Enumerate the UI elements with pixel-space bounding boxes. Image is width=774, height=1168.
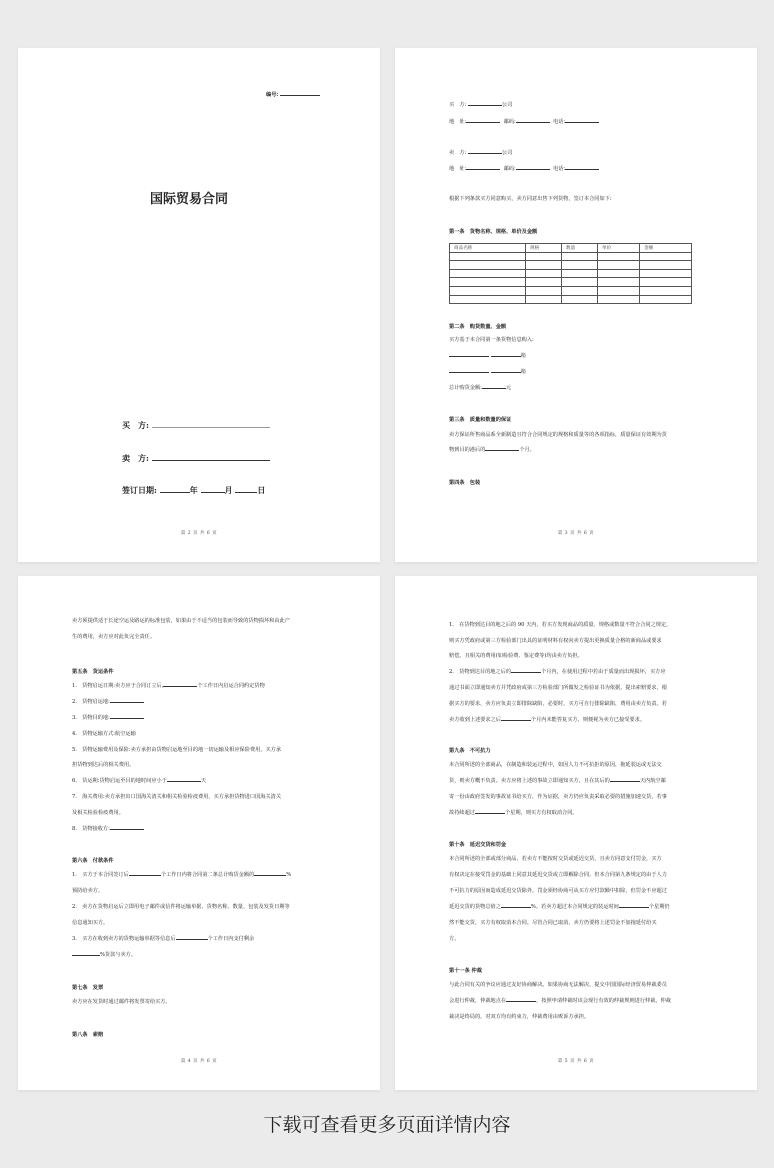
article-5-heading: 第五条 货运条件 [72, 669, 114, 675]
item-text: %货款与卖方。 [100, 952, 137, 958]
article-7-heading: 第七条 发票 [72, 985, 104, 991]
sign-date-label: 签订日期: [122, 485, 157, 495]
page-footer: 第 5 页 共 6 页 [557, 1059, 595, 1064]
download-caption: 下载可查看更多页面详情内容 [263, 1114, 511, 1136]
blank [619, 907, 649, 908]
table-row [450, 252, 692, 261]
arbitration-text [449, 998, 671, 1005]
seller-blank [468, 153, 502, 154]
text-part: 卖方收到上述要求之后 [449, 717, 501, 723]
table-row [450, 278, 692, 287]
text-part: 个星期，则买方有权取消合同。 [504, 810, 578, 816]
blank [475, 813, 505, 814]
delay-text: 方。 [449, 936, 460, 942]
delay-text: 然不能交货，买方有权取消本合同。尽管合同已取消，卖方仍要将上述罚金不加拖延付给买 [449, 920, 657, 926]
month-blank [201, 492, 225, 493]
seller-label: 卖 方: [122, 453, 149, 463]
seller-row [449, 150, 512, 157]
contract-number-blank [280, 95, 320, 96]
blank [129, 875, 161, 876]
item-text: 3. 货物目的地: [72, 715, 110, 721]
address-label: 地 址: [449, 166, 467, 172]
blank [511, 672, 541, 673]
force-majeure-text: 本合同所述的全部商品，在制造和装运过程中，如因人力不可抗拒的原因，拖延装运或无法交 [449, 762, 662, 768]
buyer-address-row [449, 119, 599, 126]
text-part: 会进行仲裁，仲裁地点在 [449, 998, 507, 1004]
item-text: 天 [200, 778, 207, 784]
buyer-signature-row [122, 420, 270, 431]
table-row [450, 295, 692, 304]
shipping-item [72, 699, 144, 706]
address-label: 地 址: [449, 119, 467, 125]
text-part: 个月内未能答复买方，则便视为卖方已接受要求。 [530, 717, 646, 723]
article-3-heading: 第三条 质量和数量的保证 [449, 417, 512, 423]
article-2-text: 买方基于本合同第一条货物信息购入: [449, 337, 534, 343]
month-label: 月 [224, 485, 233, 495]
table-header-cell: 数量 [562, 244, 598, 253]
payment-item-2: 2. 卖方在货物启运后立即用电子邮件或信件将运输单据、货物名称、数量、包装及发货日期等 [72, 904, 290, 910]
arbitration-text: 裁决是终局的，对双方均有约束力，仲裁费用由败诉方承担。 [449, 1014, 590, 1020]
shipping-item: 及相关检验检疫费用。 [72, 810, 124, 816]
payment-item-1 [72, 872, 291, 879]
item-text: 8. 货物接收方: [72, 826, 110, 832]
day-label: 日 [257, 485, 266, 495]
buyer-suffix: 公司 [501, 102, 513, 108]
item-text: 个工作日内启运合同约定货物 [197, 683, 265, 689]
blank [501, 907, 531, 908]
buyer-row [449, 102, 512, 109]
page-title: 国际贸易合同 [150, 192, 229, 207]
text-part: 物到目的港后的 [449, 447, 486, 453]
total-amount-row [449, 385, 511, 392]
total-unit: 元 [505, 385, 512, 391]
page-footer: 第 3 页 共 6 页 [557, 531, 595, 536]
table-row [450, 261, 692, 270]
total-blank [482, 388, 506, 389]
item-text: 个工作日内支付剩余 [207, 936, 255, 942]
delay-text: 有权决定在接受罚金的基础上同意其延迟交货或立即解除合同。但本合同第九条规定的由于人力 [449, 872, 667, 878]
packing-text-1: 卖方须提供适于长途空运及路运的标准包装，如果由于不适当的包装而导致的货物损坏和由此产 [72, 618, 290, 624]
contract-page-cover [18, 48, 380, 562]
article-3-text-1: 卖方保证所售商品系全新制造且符合合同规定的规格和质量等的各项指标，质量保证有效期为货 [449, 432, 667, 438]
blank [163, 686, 197, 687]
blank [506, 1001, 536, 1002]
blank [176, 939, 208, 940]
blank [72, 955, 100, 956]
article-10-heading: 第十条 延迟交货和罚金 [449, 842, 507, 848]
shipping-item: 4. 货物运输方式:航空运输 [72, 731, 136, 737]
contract-number-label: 编号: [266, 92, 279, 98]
claim-text [449, 669, 666, 676]
text-part: 故持续超过 [449, 810, 475, 816]
text-part: 延迟交货的货物总值之 [449, 904, 501, 910]
contract-page-parties [395, 48, 757, 562]
shipping-item: 7. 海关费用:卖方承担出口国海关清关和相关检验检疫费用，买方承担货物进口国海关清关 [72, 794, 282, 800]
postcode-label: 邮码: [503, 119, 516, 125]
address-blank [466, 169, 500, 170]
text-part: ，按照申请仲裁时该会现行有效的仲裁规则进行仲裁，仲裁 [536, 998, 671, 1004]
blank [110, 718, 144, 719]
seller-blank [152, 460, 270, 461]
article-3-text-2 [449, 447, 535, 454]
delay-text: 不可抗力的原因而造成延迟交货除外。罚金须经协商可从买方应付款额中扣除，但罚金不应超过 [449, 888, 667, 894]
claim-text: 则买方凭政府或第三方检验部门出具的证明材料有权向卖方提出更换质量合格的新商品或要求 [449, 638, 662, 644]
text-part: 个星期仍 [648, 904, 670, 910]
article-7-text: 卖方应在发货时通过邮件将发票寄给买方。 [72, 999, 171, 1005]
sign-date-row [122, 485, 265, 496]
postcode-label: 邮码: [503, 166, 516, 172]
article-9-heading: 第九条 不可抗力 [449, 748, 491, 754]
force-majeure-text [449, 778, 666, 785]
table-header-row [450, 244, 692, 253]
blank [610, 781, 640, 782]
item-text: % [286, 872, 292, 878]
claim-text: 1. 在货物到达目的地之后的 90 天内，若买方发现商品的质量、规格或数量不符合合同之规定， [449, 622, 672, 628]
quantity-row-2 [449, 369, 526, 376]
blank [491, 372, 521, 373]
shipping-item [72, 826, 144, 833]
packing-text-2: 生的费用，卖方应对此负完全责任。 [72, 634, 156, 640]
force-majeure-text [449, 810, 578, 817]
table-header-cell: 商品名称 [450, 244, 526, 253]
claim-text: 据买方的要求，卖方应负责立即排除缺陷，必要时，买方可自行排除缺陷，费用由卖方负责。若 [449, 701, 667, 707]
payment-item-1b: 预防给卖方。 [72, 888, 104, 894]
claim-text: 赔偿。且相关的费用(如检验费、鉴定费等)均由卖方负担。 [449, 653, 583, 659]
unit-label: 箱 [520, 353, 526, 359]
item-text: 3. 买方在收到卖方的货物运输单据等信息后 [72, 936, 176, 942]
total-label: 总计购货金额: [449, 385, 482, 391]
intro-text: 根据下列条款买方同意购买，卖方同意出售下列货物，签订本合同如下: [449, 196, 612, 202]
seller-signature-row [122, 453, 270, 464]
shipping-item: 担货物到达后的相关费用。 [72, 762, 135, 768]
text-part: 货，则卖方概不负责。卖方应将上述的事故立即通知买方，且在其后的 [449, 778, 610, 784]
article-6-heading: 第六条 付款条件 [72, 858, 114, 864]
buyer-blank [468, 105, 502, 106]
article-8-heading: 第八条 索赔 [72, 1032, 104, 1038]
delay-text: 本合同所述的全部或部分商品，若卖方不能按时交货或延迟交货，且卖方同意支付罚金，买方 [449, 856, 662, 862]
blank [110, 702, 144, 703]
buyer-label: 买 方: [449, 102, 467, 108]
contract-number [266, 92, 320, 99]
year-blank [160, 492, 190, 493]
seller-suffix: 公司 [501, 150, 513, 156]
unit-label: 箱 [520, 369, 526, 375]
article-4-heading: 第四条 包装 [449, 480, 481, 486]
contract-page-claims [395, 576, 757, 1090]
contract-page-shipping [18, 576, 380, 1090]
table-header-cell: 规格 [526, 244, 562, 253]
phone-label: 电话: [553, 119, 566, 125]
article-1-heading: 第一条 货物名称、规格、单价及金额 [449, 229, 538, 235]
table-header-cell: 金额 [640, 244, 692, 253]
shipping-item: 5. 货物运输费用及保险:卖方承担由货物启运地至目的地一切运输及相应保险费用，买方承 [72, 747, 282, 753]
page-footer: 第 4 页 共 6 页 [180, 1059, 218, 1064]
shipping-item [72, 683, 265, 690]
delay-text [449, 904, 670, 911]
page-footer: 第 2 页 共 6 页 [180, 531, 218, 536]
arbitration-text: 与此合同有关的争议应通过友好协商解决。如果协商无法解决，提交中国国际经济贸易仲裁委员 [449, 982, 667, 988]
phone-blank [565, 169, 599, 170]
text-part: 2. 货物到达目的地之后的 [449, 669, 512, 675]
item-text: 6. 货运期:货物启运至目的地时间应小于 [72, 778, 167, 784]
buyer-blank [152, 427, 270, 428]
blank [254, 875, 286, 876]
table-row [450, 269, 692, 278]
item-text: 1. 买方于本合同签订后 [72, 872, 129, 878]
blank [449, 356, 489, 357]
buyer-label: 买 方: [122, 420, 149, 430]
text-part: 个月内，在使用过程中若由于质量而出现损坏，买方应 [541, 669, 666, 675]
quantity-row-1 [449, 353, 526, 360]
text-part: 天内航空邮 [639, 778, 666, 784]
phone-blank [565, 122, 599, 123]
text-part: %。若卖方超过本合同规定的装运时间 [530, 904, 619, 910]
postcode-blank [516, 122, 550, 123]
address-blank [466, 122, 500, 123]
seller-address-row [449, 166, 599, 173]
shipping-item [72, 715, 144, 722]
postcode-blank [516, 169, 550, 170]
article-11-heading: 第十一条 仲裁 [449, 968, 482, 974]
blank [449, 372, 489, 373]
blank [485, 450, 519, 451]
table-header-cell: 单价 [598, 244, 640, 253]
article-2-heading: 第二条 购货数量、金额 [449, 324, 507, 330]
blank [110, 829, 144, 830]
item-text: 个工作日内将合同第二条总计购货金额的 [160, 872, 255, 878]
day-blank [235, 492, 257, 493]
blank [501, 720, 531, 721]
text-part: 个月。 [519, 447, 535, 453]
item-text: 2. 货物启运地: [72, 699, 110, 705]
blank [491, 356, 521, 357]
claim-text: 通过书面立即通知卖方并凭政府或第三方检验部门所做发之检验证书为依据，提出索赔要求，根 [449, 685, 667, 691]
year-label: 年 [189, 485, 198, 495]
force-majeure-text: 寄一份由政府签发的事故证书给买方，作为证据，卖方仍应负责采取必要的措施加速交货，若事 [449, 794, 667, 800]
payment-item-2b: 信息通知买方。 [72, 920, 109, 926]
goods-table [449, 243, 692, 304]
shipping-item [72, 778, 206, 785]
seller-label: 卖 方: [449, 150, 467, 156]
phone-label: 电话: [553, 166, 566, 172]
payment-item-3b [72, 952, 136, 959]
item-text: 1. 货物启运日期:卖方应于合同订立后, [72, 683, 164, 689]
claim-text [449, 717, 645, 724]
table-row [450, 286, 692, 295]
payment-item-3 [72, 936, 254, 943]
blank [167, 781, 201, 782]
